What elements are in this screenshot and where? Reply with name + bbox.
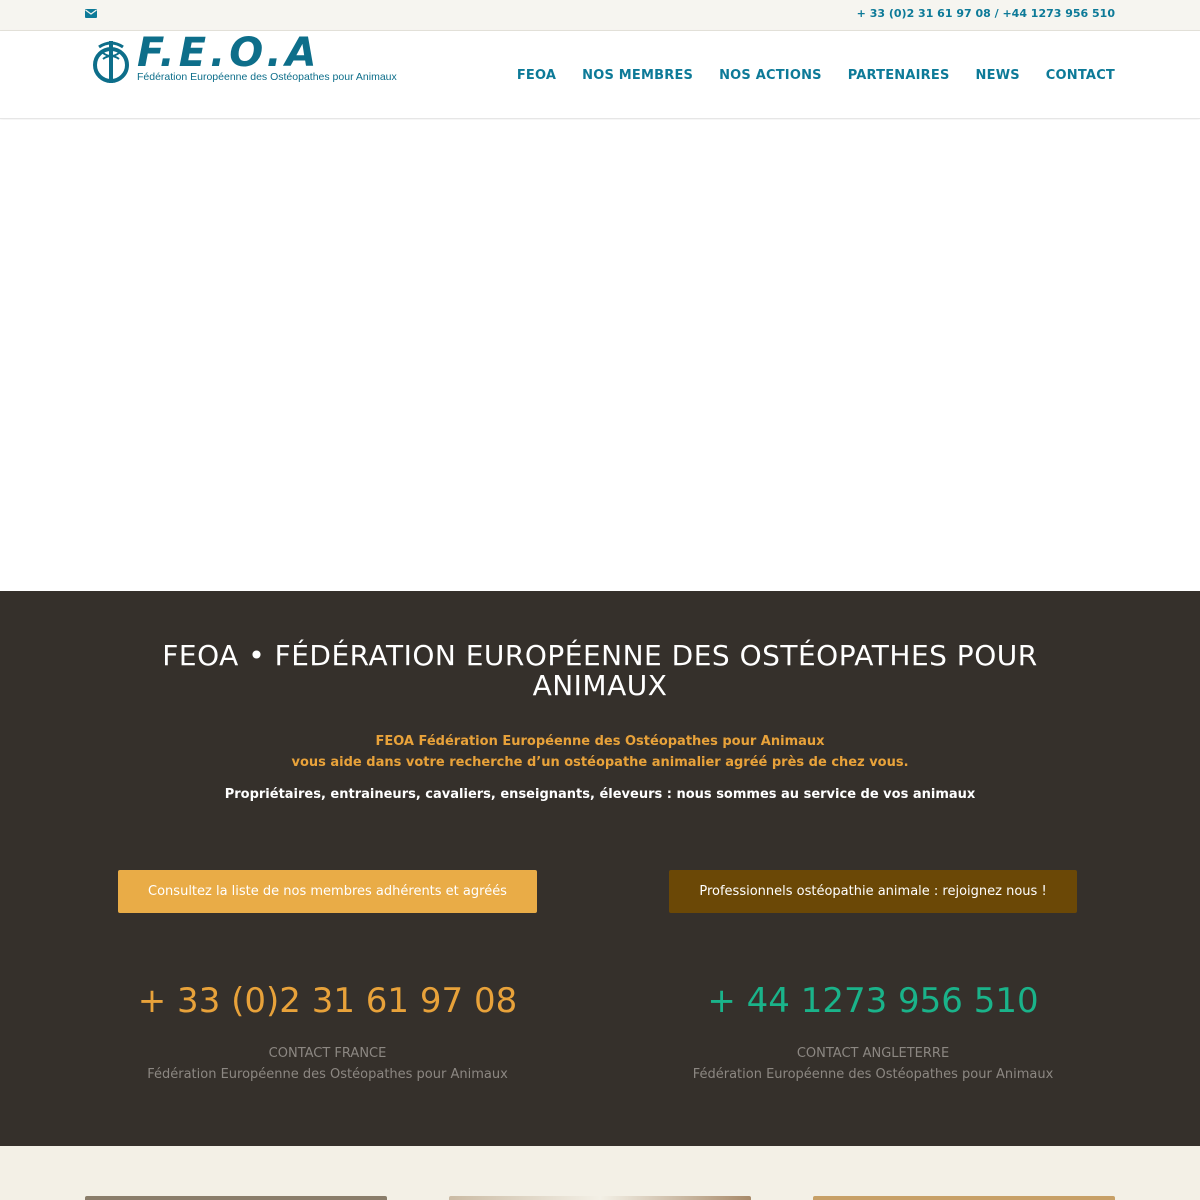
nav-item-contact[interactable]: CONTACT xyxy=(1045,67,1115,83)
card-image[interactable] xyxy=(449,1196,751,1200)
topbar-phone-numbers[interactable]: + 33 (0)2 31 61 97 08 / +44 1273 956 510 xyxy=(856,7,1115,20)
contact-england-label: CONTACT ANGLETERRE xyxy=(796,1046,950,1061)
contact-france-subtitle: Fédération Européenne des Ostéopathes pour Animaux xyxy=(147,1067,508,1082)
caduceus-logo-icon xyxy=(93,37,133,85)
intro-title: FEOA • FÉDÉRATION EUROPÉENNE DES OSTÉOPATHES POUR ANIMAUX xyxy=(162,639,1038,702)
phone-france[interactable]: + 33 (0)2 31 61 97 08 xyxy=(137,981,518,1021)
mail-icon[interactable] xyxy=(85,9,97,18)
logo-tagline: Fédération Européenne des Ostéopathes pour Animaux xyxy=(137,71,397,83)
intro-section xyxy=(0,591,1200,1146)
contact-england-subtitle: Fédération Européenne des Ostéopathes pour Animaux xyxy=(692,1067,1054,1082)
main-nav xyxy=(491,31,1115,119)
contact-france-label: CONTACT FRANCE xyxy=(268,1046,387,1061)
phone-england[interactable]: + 44 1273 956 510 xyxy=(707,981,1039,1021)
cards-section xyxy=(0,1146,1200,1200)
site-header xyxy=(0,31,1200,119)
nav-item-partenaires[interactable]: PARTENAIRES xyxy=(847,67,950,83)
members-list-button[interactable]: Consultez la liste de nos membres adhérents et agréés xyxy=(118,870,537,913)
card-image[interactable] xyxy=(813,1196,1115,1200)
logo-wordmark: F.E.O.A xyxy=(137,30,321,76)
top-bar xyxy=(0,0,1200,31)
join-us-button[interactable]: Professionnels ostéopathie animale : rejoignez nous ! xyxy=(669,870,1077,913)
intro-lead-line-2: vous aide dans votre recherche d’un ostéopathe animalier agréé près de chez vous. xyxy=(291,755,909,770)
intro-audience: Propriétaires, entraineurs, cavaliers, enseignants, éleveurs : nous sommes au service de vos animaux xyxy=(224,787,976,802)
nav-item-feoa[interactable]: FEOA xyxy=(516,67,557,83)
site-logo[interactable] xyxy=(93,30,397,85)
nav-item-nos-membres[interactable]: NOS MEMBRES xyxy=(582,67,694,83)
nav-item-nos-actions[interactable]: NOS ACTIONS xyxy=(719,67,822,83)
intro-lead-line-1: FEOA Fédération Européenne des Ostéopathes pour Animaux xyxy=(375,734,825,749)
nav-item-news[interactable]: NEWS xyxy=(975,67,1020,83)
card-image[interactable] xyxy=(85,1196,387,1200)
hero-area xyxy=(0,120,1200,591)
